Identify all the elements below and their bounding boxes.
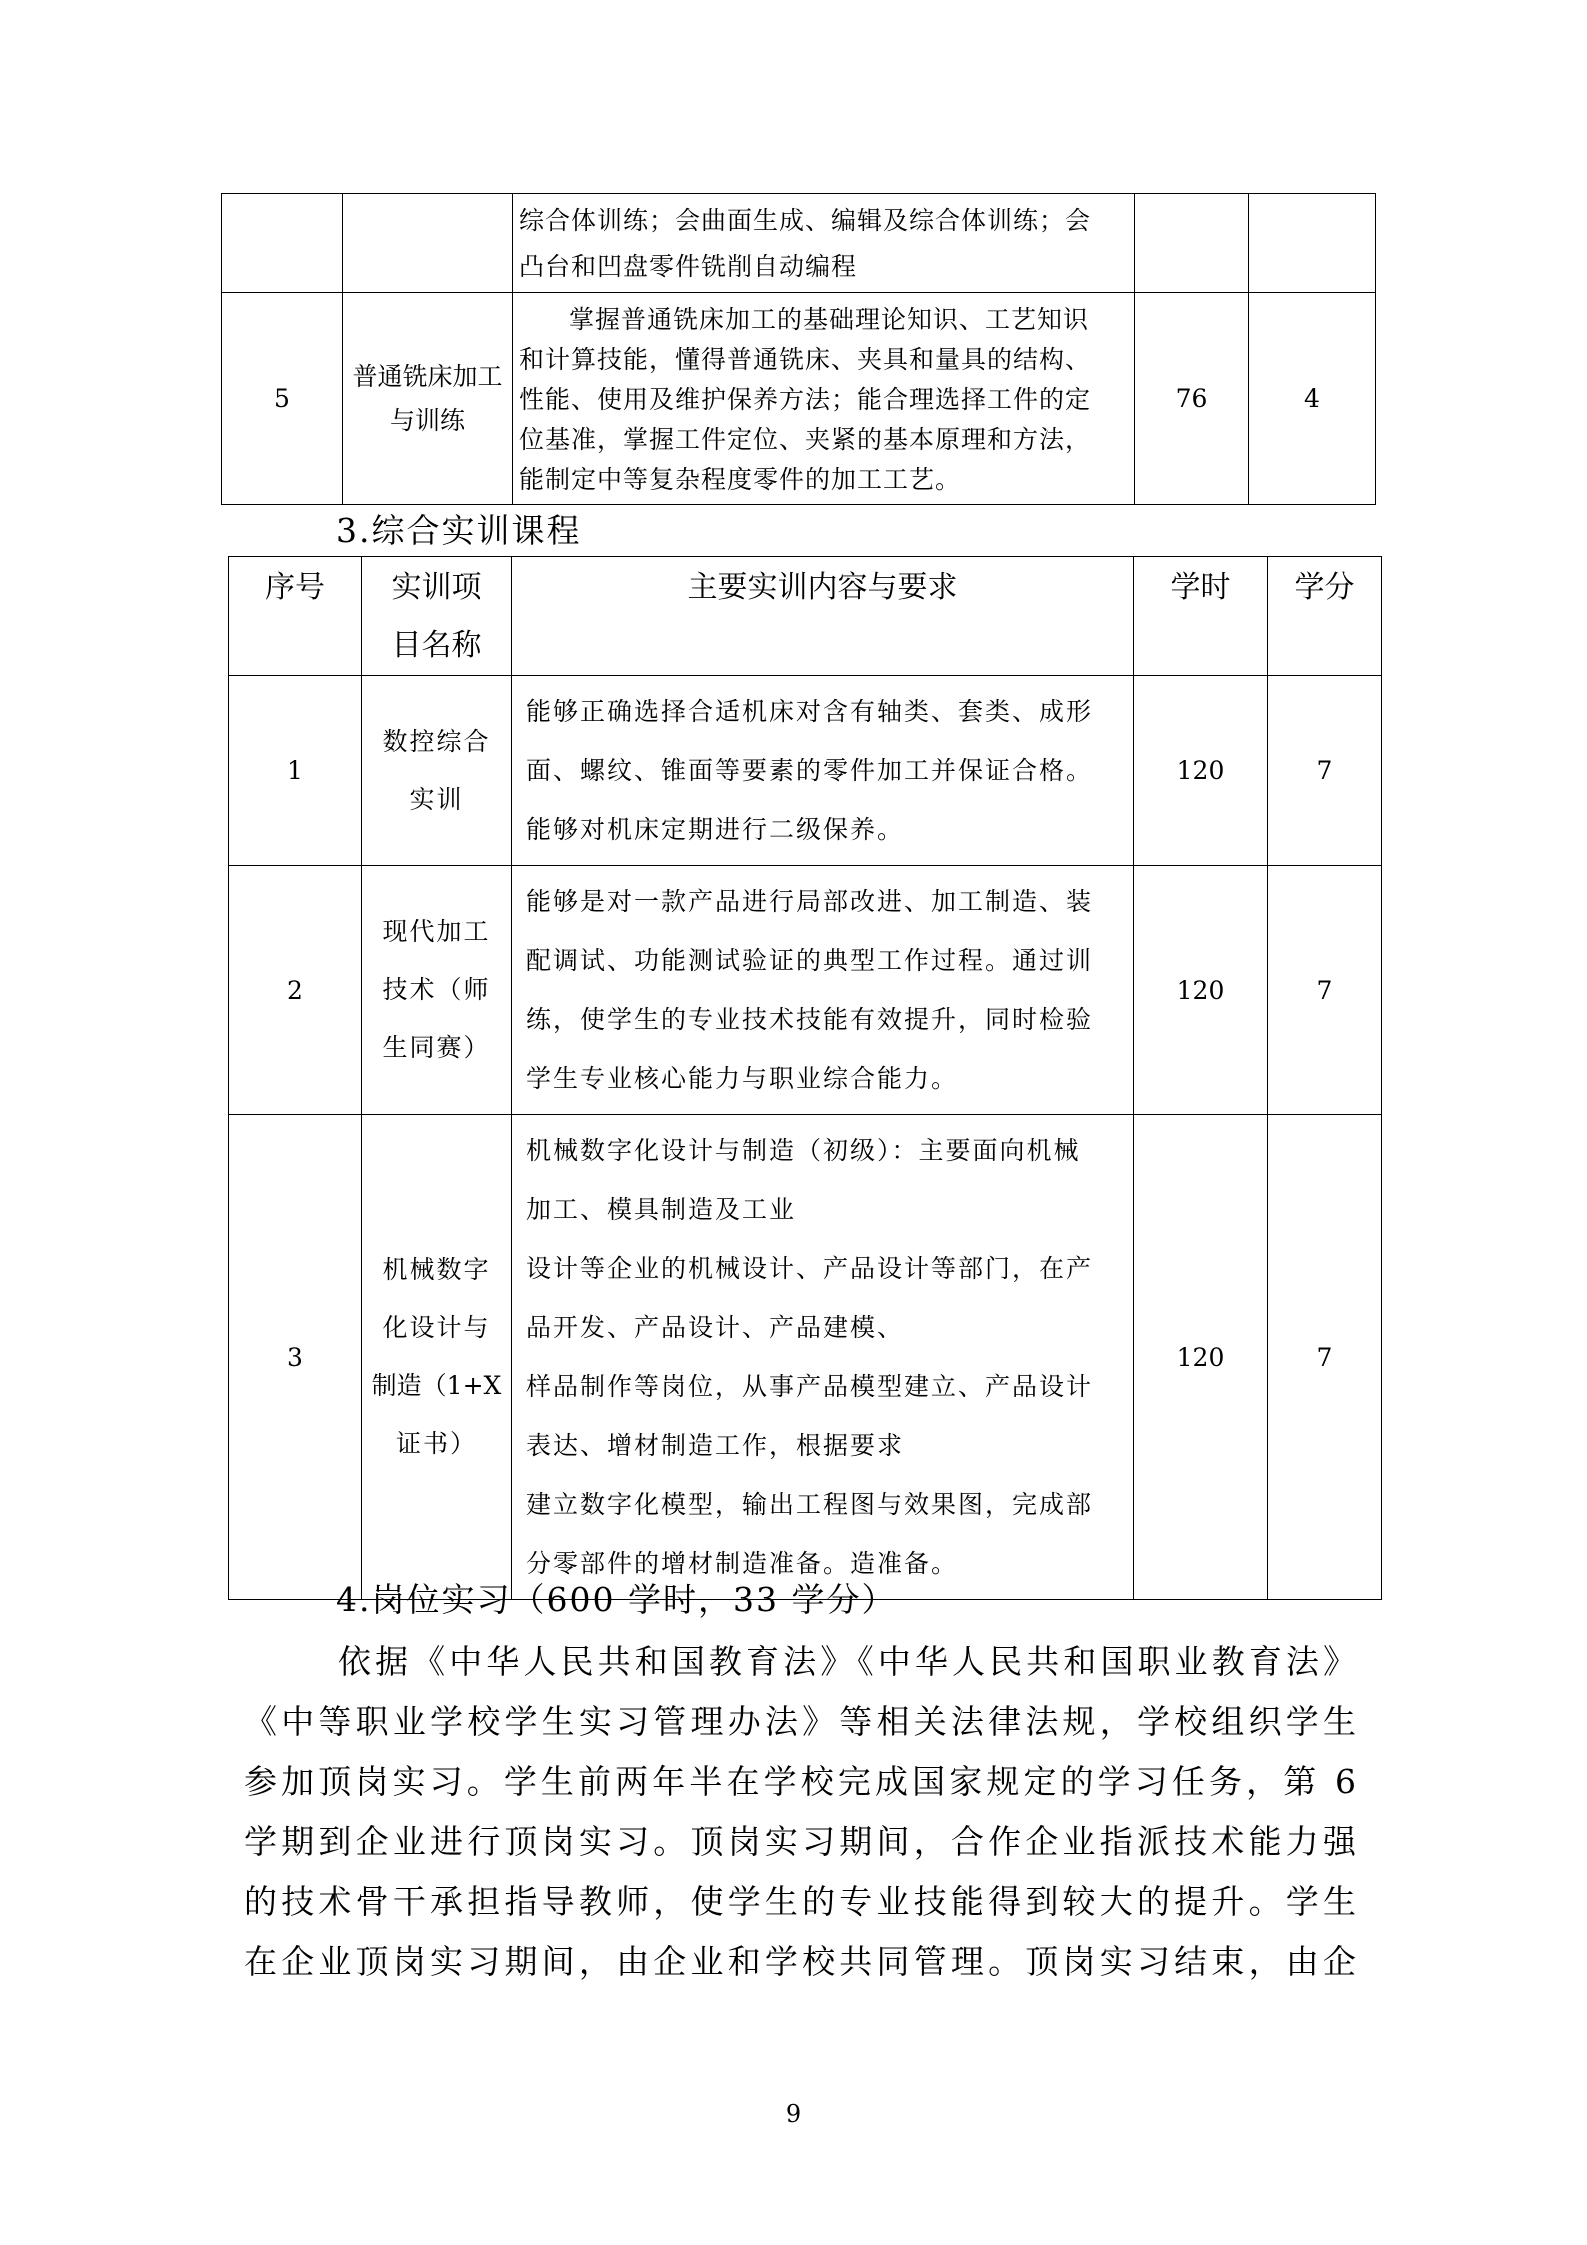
name-line: 数控综合: [382, 726, 491, 756]
content-line: 凸台和凹盘零件铣削自动编程: [519, 252, 858, 281]
content-line: 能够正确选择合适机床对含有轴类、套类、成形: [526, 697, 1094, 726]
name-line: 制造（1+X: [371, 1371, 502, 1400]
name-line: 化设计与: [382, 1313, 491, 1342]
paragraph-line: 学期到企业进行顶岗实习。顶岗实习期间，合作企业指派技术能力强: [244, 1822, 1356, 1861]
header-credits: 学分: [1268, 557, 1382, 676]
course-name-cell: [343, 293, 513, 505]
header-hours: 学时: [1134, 557, 1268, 676]
content-line: 样品制作等岗位，从事产品模型建立、产品设计: [526, 1372, 1094, 1401]
course-credits-cell: 4: [1249, 293, 1376, 505]
header-content: 主要实训内容与要求: [512, 557, 1134, 676]
content-line: 能够是对一款产品进行局部改进、加工制造、装: [526, 887, 1094, 916]
course-hours-cell: 76: [1135, 293, 1249, 505]
name-line: 机械数字: [382, 1255, 491, 1284]
training-credits-cell: 7: [1268, 866, 1382, 1115]
content-line: 综合体训练；会曲面生成、编辑及综合体训练；会: [519, 206, 1092, 235]
content-line: 和计算技能，懂得普通铣床、夹具和量具的结构、: [519, 344, 1092, 374]
content-line: 能够对机床定期进行二级保养。: [526, 815, 905, 844]
training-content-cell: [512, 1115, 1134, 1600]
section-heading: 4.岗位实习（600 学时，33 学分）: [336, 1580, 897, 1619]
training-number-cell: 2: [229, 866, 362, 1115]
table-row: [222, 194, 1376, 293]
internship-paragraph: [244, 1632, 1356, 1992]
training-hours-cell: 120: [1134, 866, 1268, 1115]
header-line: 目名称: [391, 628, 482, 663]
content-line: 位基准，掌握工件定位、夹紧的基本原理和方法，: [519, 424, 1092, 454]
content-line: 练，使学生的专业技术技能有效提升，同时检验: [526, 1005, 1094, 1034]
training-content-cell: [512, 676, 1134, 866]
paragraph-line: 《中等职业学校学生实习管理办法》等相关法律法规，学校组织学生: [244, 1702, 1356, 1741]
course-name-cell: [343, 194, 513, 293]
content-line: 品开发、产品设计、产品建模、: [526, 1313, 905, 1342]
name-line: 证书）: [395, 1429, 477, 1458]
content-line: 配调试、功能测试验证的典型工作过程。通过训: [526, 946, 1094, 975]
training-number-cell: 3: [229, 1115, 362, 1600]
training-number-cell: 1: [229, 676, 362, 866]
training-name-cell: [362, 866, 512, 1115]
name-line: 与训练: [389, 405, 465, 435]
table-row: [222, 293, 1376, 505]
name-line: 现代加工: [382, 917, 491, 946]
content-line: 分零部件的增材制造准备。造准备。: [526, 1549, 959, 1578]
training-table: [228, 556, 1382, 1600]
name-line: 实训: [409, 784, 464, 814]
paragraph-line: 依据《中华人民共和国教育法》《中华人民共和国职业教育法》: [338, 1642, 1356, 1681]
content-line: 加工、模具制造及工业: [526, 1195, 797, 1224]
training-name-cell: [362, 676, 512, 866]
course-number-cell: 5: [222, 293, 343, 505]
content-line: 掌握普通铣床加工的基础理论知识、工艺知识: [569, 304, 1090, 334]
paragraph-line: 在企业顶岗实习期间，由企业和学校共同管理。顶岗实习结束，由企: [244, 1942, 1356, 1981]
course-content-cell: [513, 293, 1135, 505]
name-line: 技术（师: [382, 975, 491, 1004]
page-number: 9: [785, 2100, 802, 2128]
paragraph-line: 参加顶岗实习。学生前两年半在学校完成国家规定的学习任务，第 6: [244, 1762, 1356, 1801]
table-row: [229, 676, 1382, 866]
header-number: 序号: [229, 557, 362, 676]
content-line: 设计等企业的机械设计、产品设计等部门，在产: [526, 1254, 1094, 1283]
course-hours-cell: [1135, 194, 1249, 293]
content-line: 能制定中等复杂程度零件的加工工艺。: [519, 464, 962, 494]
content-line: 建立数字化模型，输出工程图与效果图，完成部: [526, 1490, 1094, 1519]
section-heading: 3.综合实训课程: [336, 511, 582, 550]
training-name-cell: [362, 1115, 512, 1600]
header-line: 实训项: [391, 570, 482, 605]
table-header-row: [229, 557, 1382, 676]
course-content-cell: [513, 194, 1135, 293]
training-credits-cell: 7: [1268, 676, 1382, 866]
table-row: [229, 866, 1382, 1115]
name-line: 生同赛）: [382, 1033, 491, 1062]
paragraph-line: 的技术骨干承担指导教师，使学生的专业技能得到较大的提升。学生: [244, 1882, 1356, 1921]
table-row: [229, 1115, 1382, 1600]
course-number-cell: [222, 194, 343, 293]
course-credits-cell: [1249, 194, 1376, 293]
training-content-cell: [512, 866, 1134, 1115]
content-line: 表达、增材制造工作，根据要求: [526, 1431, 905, 1460]
training-hours-cell: 120: [1134, 676, 1268, 866]
previous-course-table: [221, 193, 1376, 505]
header-project-name: [362, 557, 512, 676]
name-line: 普通铣床加工: [352, 361, 503, 391]
training-credits-cell: 7: [1268, 1115, 1382, 1600]
content-line: 性能、使用及维护保养方法；能合理选择工件的定: [519, 384, 1092, 414]
content-line: 机械数字化设计与制造（初级）：主要面向机械: [526, 1136, 1081, 1165]
training-hours-cell: 120: [1134, 1115, 1268, 1600]
content-line: 面、螺纹、锥面等要素的零件加工并保证合格。: [526, 756, 1094, 785]
content-line: 学生专业核心能力与职业综合能力。: [526, 1064, 959, 1093]
